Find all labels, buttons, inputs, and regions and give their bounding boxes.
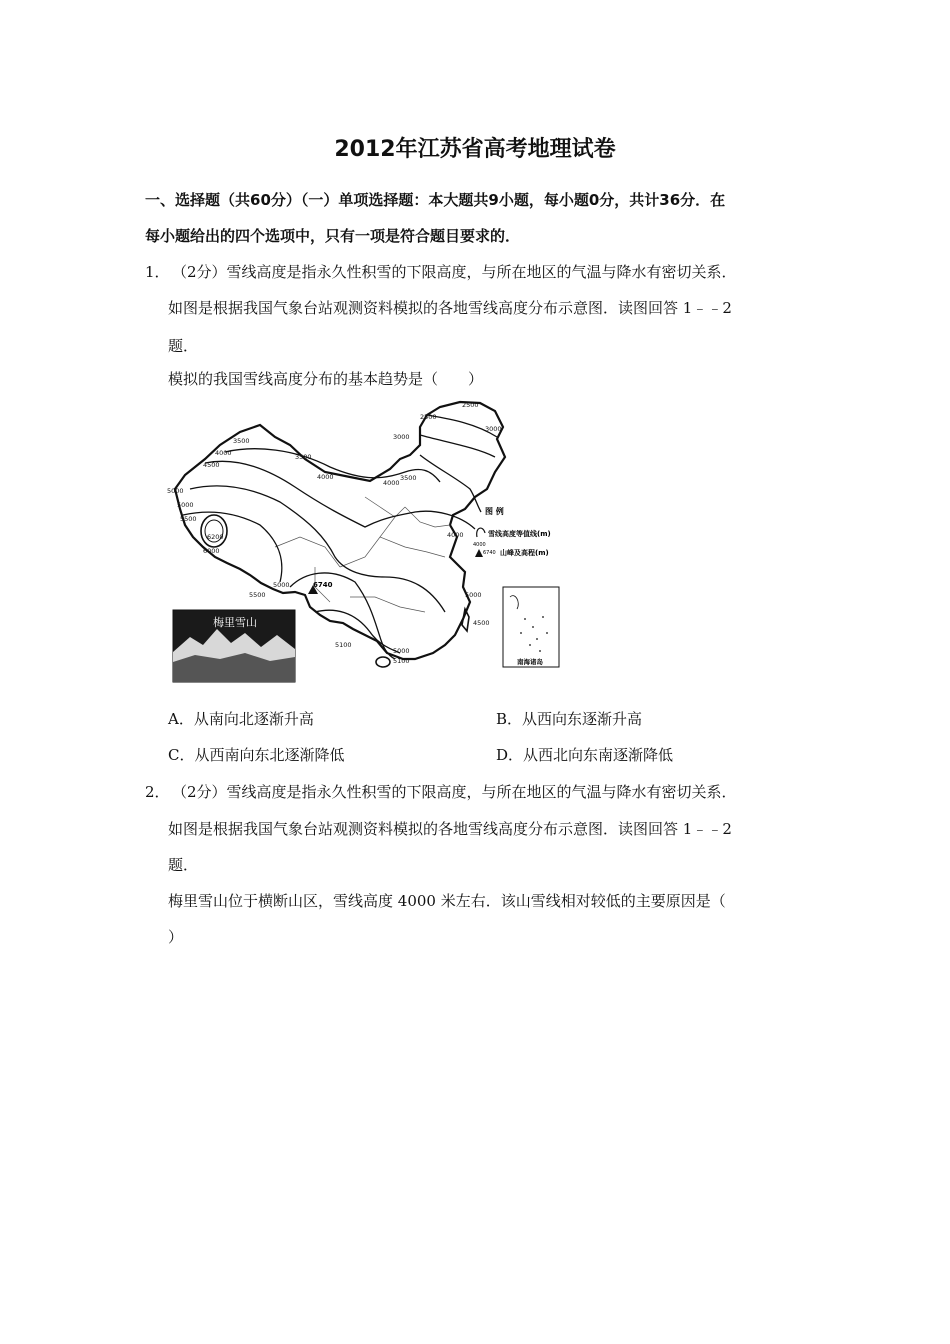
- question-1-line-1: （2分）雪线高度是指永久性积雪的下限高度，与所在地区的气温与降水有密切关系．: [172, 263, 737, 281]
- option-a[interactable]: A．从南向北逐渐升高: [168, 710, 314, 728]
- question-1-stem: 模拟的我国雪线高度分布的基本趋势是（ ）: [168, 370, 484, 388]
- option-b[interactable]: B．从西向东逐渐升高: [496, 710, 643, 728]
- contour-label: 3000: [393, 433, 410, 441]
- south-china-sea-inset: [503, 587, 559, 667]
- inset-label: 南海诸岛: [517, 658, 543, 666]
- section-heading-line-2: 每小题给出的四个选项中，只有一项是符合题目要求的．: [145, 227, 521, 245]
- question-1-number: 1．: [145, 263, 170, 281]
- map-legend: [473, 506, 551, 557]
- question-1-line-3: 题．: [168, 337, 199, 355]
- contour-label: 5000: [177, 501, 194, 509]
- contour-label: 5000: [273, 581, 290, 589]
- peak-elevation-label: 6740: [313, 581, 333, 589]
- legend-contour-symbol: [477, 528, 485, 537]
- contour-label: 4500: [203, 461, 220, 469]
- section-heading-line-1: 一、选择题（共60分）（一）单项选择题：本大题共9小题，每小题0分，共计36分．在: [145, 191, 726, 209]
- snowline-map-figure: [165, 397, 585, 687]
- contour-label: 4000: [383, 479, 400, 487]
- contour-label: 4000: [447, 531, 464, 539]
- question-2-line-3: 题．: [168, 856, 199, 874]
- contour-label: 3500: [233, 437, 250, 445]
- legend-peak-label: 山峰及高程(m): [500, 549, 549, 557]
- contour-label: 4500: [473, 619, 490, 627]
- question-2-line-1: （2分）雪线高度是指永久性积雪的下限高度，与所在地区的气温与降水有密切关系．: [172, 783, 737, 801]
- legend-title: 图 例: [485, 507, 504, 516]
- option-c[interactable]: C．从西南向东北逐渐降低: [168, 746, 345, 764]
- contour-label: 6200: [207, 533, 224, 541]
- contour-label: 4000: [215, 449, 232, 457]
- snowline-map: [165, 397, 585, 687]
- contour-label: 2500: [420, 413, 437, 421]
- contour-label: 5000: [167, 487, 184, 495]
- contour-label: 5000: [465, 591, 482, 599]
- contour-label: 5500: [180, 515, 197, 523]
- hainan-island: [376, 657, 390, 667]
- legend-peak-sample: 6740: [483, 550, 496, 556]
- contour-label: 3500: [400, 474, 417, 482]
- question-2-stem-line-1: 梅里雪山位于横断山区，雪线高度 4000 米左右．该山雪线相对较低的主要原因是（: [168, 892, 726, 910]
- question-2-number: 2．: [145, 783, 170, 801]
- question-2-line-2: 如图是根据我国气象台站观测资料模拟的各地雪线高度分布示意图．读图回答 1﹣﹣2: [168, 820, 732, 838]
- contour-label: 5500: [249, 591, 266, 599]
- contour-label: 3500: [295, 453, 312, 461]
- page-title: 2012年江苏省高考地理试卷: [334, 137, 616, 162]
- question-2-stem-line-2: ）: [168, 928, 184, 946]
- contour-label: 2500: [462, 401, 479, 409]
- option-d[interactable]: D．从西北向东南逐渐降低: [496, 746, 674, 764]
- contour-label: 5100: [393, 657, 410, 665]
- legend-peak-symbol: [475, 549, 483, 557]
- legend-contour-label: 雪线高度等值线(m): [488, 530, 551, 538]
- contour-label: 5000: [393, 647, 410, 655]
- legend-contour-sample: 4000: [473, 542, 486, 548]
- contour-label: 4000: [317, 473, 334, 481]
- contour-label: 3000: [485, 425, 502, 433]
- question-1-line-2: 如图是根据我国气象台站观测资料模拟的各地雪线高度分布示意图．读图回答 1﹣﹣2: [168, 299, 732, 317]
- photo-caption: 梅里雪山: [213, 616, 257, 629]
- contour-label: 5100: [335, 641, 352, 649]
- meili-snow-mountain-photo: [173, 610, 295, 682]
- contour-label: 6000: [203, 547, 220, 555]
